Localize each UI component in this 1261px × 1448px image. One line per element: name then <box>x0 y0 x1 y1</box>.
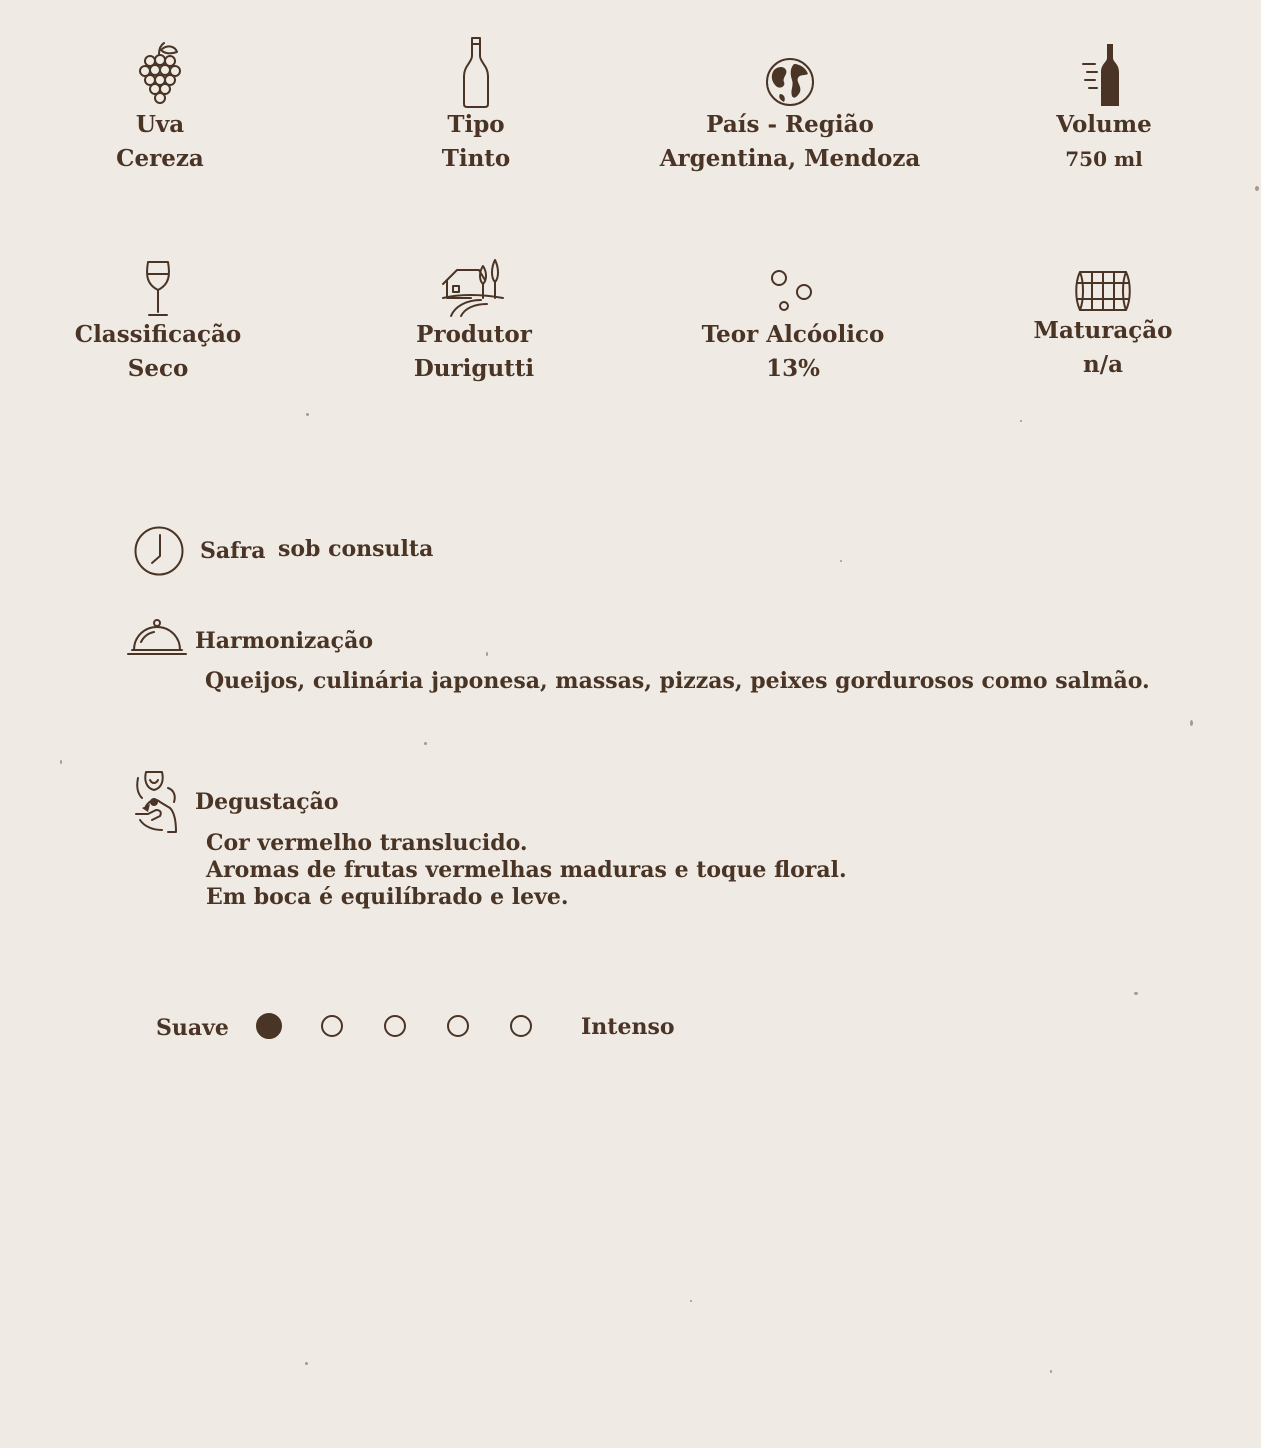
cloche-icon <box>127 618 187 656</box>
spec-value: Cereza <box>116 145 204 172</box>
intensity-dot <box>321 1015 343 1037</box>
spec-value: Tinto <box>441 145 511 172</box>
spec-label: Uva <box>135 111 185 138</box>
degustacao-line: Cor vermelho translucido. <box>206 830 528 856</box>
degustacao-line: Aromas de frutas vermelhas maduras e toque floral. <box>206 857 847 883</box>
safra-row <box>133 525 633 579</box>
spec-value: 750 ml <box>1065 147 1143 171</box>
intensity-dot <box>510 1015 532 1037</box>
spec-value: Seco <box>127 355 189 382</box>
intensity-dot <box>447 1015 469 1037</box>
spec-value: n/a <box>1082 351 1124 378</box>
spec-value: Argentina, Mendoza <box>659 145 921 172</box>
spec-grape <box>10 42 310 176</box>
degustacao-text <box>206 830 847 911</box>
safra-label: Safra <box>200 538 266 564</box>
clock-icon <box>133 525 185 577</box>
bubbles-icon <box>768 268 818 316</box>
spec-country <box>640 56 940 176</box>
spec-alcohol <box>643 268 943 386</box>
bottle-outline-icon <box>461 36 491 108</box>
globe-icon <box>764 56 816 108</box>
intensity-scale <box>156 1010 716 1050</box>
winery-icon <box>441 258 507 318</box>
spec-value: Durigutti <box>413 355 535 382</box>
spec-label: Teor Alcóolico <box>701 321 885 348</box>
spec-maturation <box>953 270 1253 382</box>
intensity-dot <box>384 1015 406 1037</box>
degustacao-title: Degustação <box>195 789 339 815</box>
spec-label: Classificação <box>74 321 242 348</box>
tasting-hand-icon <box>134 768 182 836</box>
intensity-right-label: Intenso <box>581 1014 675 1040</box>
spec-label: País - Região <box>706 111 874 138</box>
spec-value: 13% <box>766 355 820 382</box>
spec-label: Volume <box>1056 111 1152 138</box>
barrel-icon <box>1074 270 1132 312</box>
spec-volume <box>954 42 1254 176</box>
degustacao-line: Em boca é equilíbrado e leve. <box>206 884 569 910</box>
spec-label: Tipo <box>447 111 505 138</box>
harmonizacao-section <box>127 618 1150 698</box>
degustacao-section <box>134 768 1034 918</box>
harmonizacao-text: Queijos, culinária japonesa, massas, pizzas, peixes gordurosos como salmão. <box>205 668 1150 694</box>
harmonizacao-title: Harmonização <box>195 628 374 654</box>
spec-label: Maturação <box>1033 317 1173 344</box>
spec-classification <box>8 260 308 386</box>
grape-icon <box>137 42 183 108</box>
safra-value: sob consulta <box>278 536 434 562</box>
bottle-volume-icon <box>1081 42 1127 108</box>
spec-type <box>326 36 626 176</box>
wine-glass-icon <box>143 260 173 318</box>
spec-producer <box>324 258 624 386</box>
intensity-dot <box>256 1013 282 1039</box>
intensity-left-label: Suave <box>156 1015 229 1041</box>
spec-label: Produtor <box>416 321 532 348</box>
